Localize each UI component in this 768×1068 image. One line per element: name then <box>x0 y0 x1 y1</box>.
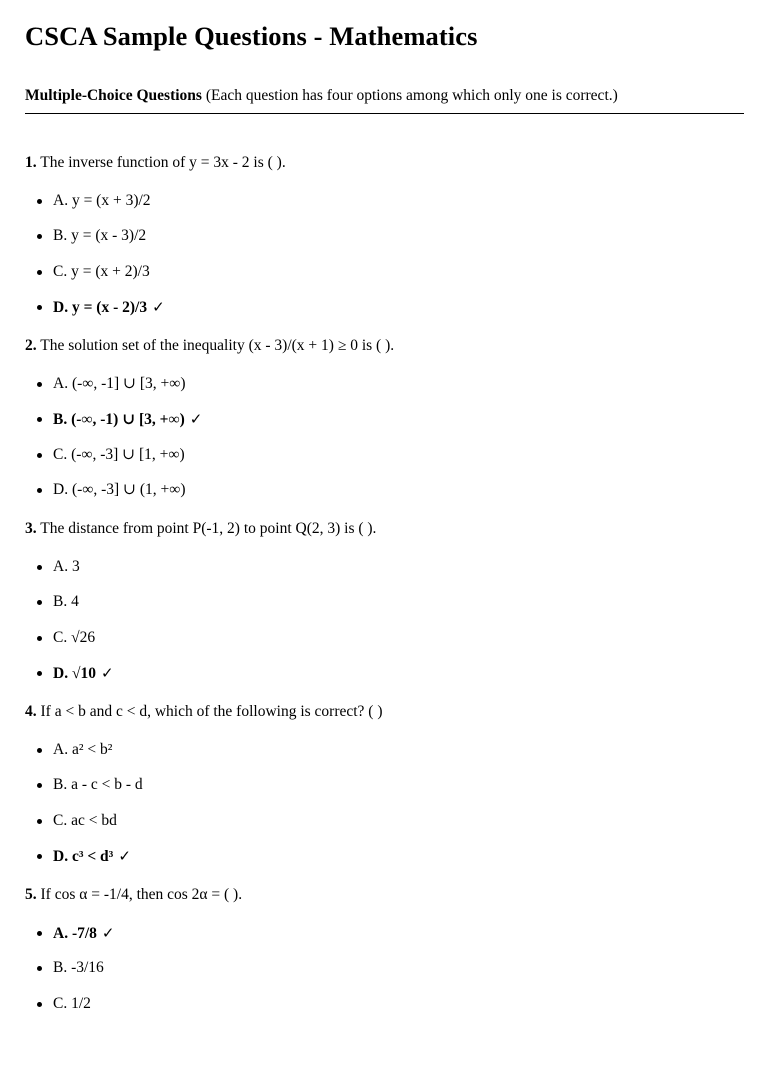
question-text: The solution set of the inequality (x - 3)/(x + 1) ≥ 0 is ( ). <box>40 337 395 354</box>
option-list <box>25 374 202 515</box>
page-title: CSCA Sample Questions - Mathematics <box>25 21 478 51</box>
correct-option <box>25 923 115 958</box>
option-item <box>25 628 114 663</box>
option-label: D. √10 <box>53 664 96 682</box>
option-label: A. (-∞, -1] ∪ [3, +∞) <box>53 375 186 392</box>
option-item <box>25 958 115 993</box>
option-item <box>25 445 202 480</box>
checkmark-icon: ✓ <box>101 924 115 942</box>
option-item <box>25 480 202 515</box>
checkmark-icon: ✓ <box>100 663 114 682</box>
question-number: 4. <box>25 703 37 720</box>
question-stem <box>25 336 744 356</box>
question-stem <box>25 153 744 173</box>
option-label: D. y = (x - 2)/3 <box>53 298 148 316</box>
correct-option <box>25 297 165 332</box>
option-item <box>25 740 143 775</box>
question-list <box>25 153 744 1068</box>
option-list <box>25 740 143 881</box>
section-label: Multiple-Choice Questions <box>25 86 202 104</box>
option-label: B. -3/16 <box>53 959 104 977</box>
option-label: B. 4 <box>53 593 79 611</box>
question-stem <box>25 885 744 905</box>
question-5 <box>25 885 744 1068</box>
question-text: The inverse function of y = 3x - 2 is ( ). <box>40 154 286 171</box>
divider <box>25 113 744 114</box>
option-label: C. √26 <box>53 628 96 646</box>
option-list <box>25 191 165 332</box>
correct-option <box>25 409 202 444</box>
option-item <box>25 775 143 810</box>
question-text: The distance from point P(-1, 2) to point Q(2, 3) is ( ). <box>40 520 377 537</box>
question-stem <box>25 702 744 722</box>
option-label: A. a² < b² <box>53 741 113 758</box>
question-number: 1. <box>25 154 37 171</box>
checkmark-icon: ✓ <box>152 297 165 316</box>
option-label: A. y = (x + 3)/2 <box>53 192 151 209</box>
option-list <box>25 923 115 1029</box>
option-label: D. c³ < d³ <box>53 847 114 865</box>
correct-option <box>25 663 114 698</box>
question-stem <box>25 519 744 539</box>
question-text: If cos α = -1/4, then cos 2α = ( ). <box>40 886 243 903</box>
option-item <box>25 262 165 297</box>
question-text: If a < b and c < d, which of the following is correct? ( ) <box>40 703 383 720</box>
option-item <box>25 557 114 592</box>
question-number: 5. <box>25 886 37 903</box>
question-2 <box>25 336 744 519</box>
option-label: B. (-∞, -1) ∪ [3, +∞) <box>53 411 185 429</box>
option-label: D. (-∞, -3] ∪ (1, +∞) <box>53 480 186 498</box>
option-item <box>25 592 114 627</box>
question-3 <box>25 519 744 702</box>
question-number: 3. <box>25 520 37 537</box>
question-1 <box>25 153 744 336</box>
option-label: A. -7/8 <box>53 925 97 942</box>
option-label: C. 1/2 <box>53 994 91 1012</box>
option-label: A. 3 <box>53 558 80 575</box>
question-number: 2. <box>25 337 37 354</box>
option-label: C. y = (x + 2)/3 <box>53 262 150 280</box>
option-item <box>25 191 165 226</box>
option-label: C. (-∞, -3] ∪ [1, +∞) <box>53 445 185 463</box>
option-label: B. a - c < b - d <box>53 776 143 794</box>
option-list <box>25 557 114 698</box>
option-item <box>25 811 143 846</box>
section-intro <box>25 87 618 105</box>
option-label: C. ac < bd <box>53 811 117 829</box>
option-label: B. y = (x - 3)/2 <box>53 227 147 245</box>
question-4 <box>25 702 744 885</box>
section-note: (Each question has four options among which only one is correct.) <box>205 86 618 104</box>
option-item <box>25 226 165 261</box>
option-item <box>25 374 202 409</box>
checkmark-icon: ✓ <box>189 410 203 429</box>
correct-option <box>25 846 143 881</box>
checkmark-icon: ✓ <box>118 846 131 865</box>
